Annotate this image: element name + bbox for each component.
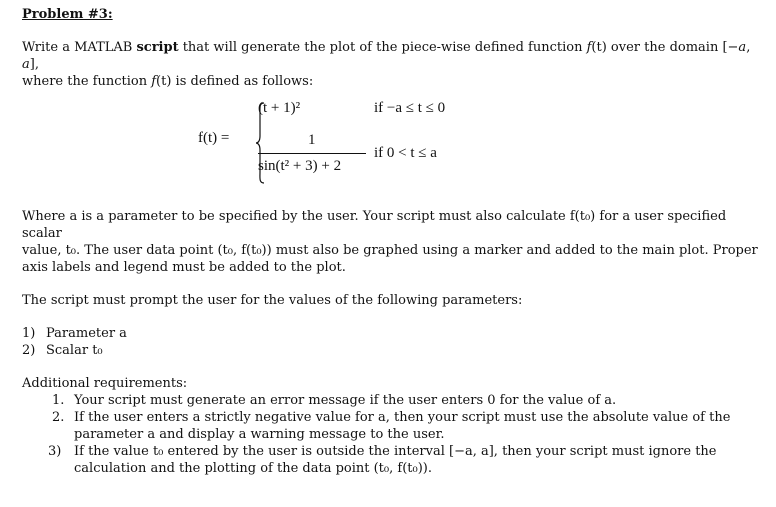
formula-numerator: 1 <box>308 132 316 148</box>
list-item <box>22 325 762 342</box>
parameter-list <box>22 325 762 359</box>
formula-case1-expression: (t + 1)² <box>258 100 301 116</box>
where-line: Where a is a parameter to be specified by the user. Your script must also calculate f(t₀) for a user specified scalar <box>22 209 727 241</box>
intro-text: that will generate the plot of the piece-wise defined function <box>178 40 587 55</box>
list-item-text: Your script must generate an error message if the user enters 0 for the value of a. <box>74 393 617 408</box>
list-item-text: If the value t₀ entered by the user is outside the interval [−a, a], then your script must ignore the <box>74 444 717 459</box>
list-item-text: calculation and the plotting of the data point (t₀, f(t₀)). <box>74 461 432 476</box>
list-item-text: parameter a and display a warning message to the user. <box>74 427 445 442</box>
intro-text: over the domain [− <box>606 40 739 55</box>
formula-condition-1: if −a ≤ t ≤ 0 <box>374 100 446 116</box>
prompt-paragraph: The script must prompt the user for the values of the following parameters: <box>22 293 523 308</box>
list-item <box>22 443 762 477</box>
intro-text: ], <box>29 57 39 72</box>
fraction-bar <box>258 153 366 154</box>
list-item-text: Parameter a <box>46 326 127 341</box>
intro-t-arg: (t) <box>591 40 607 55</box>
intro-a-symbol: a <box>22 57 30 72</box>
list-marker: 1. <box>52 393 65 408</box>
list-item-text: If the user enters a strictly negative value for a, then your script must use the absolute value of the <box>74 410 731 425</box>
additional-heading: Additional requirements: <box>22 376 188 391</box>
problem-heading: Problem #3: <box>22 7 113 22</box>
intro-sep: , <box>746 40 751 55</box>
list-marker: 2) <box>22 343 36 358</box>
document-page <box>22 6 762 477</box>
requirements-list <box>22 392 762 477</box>
piecewise-formula <box>22 100 762 192</box>
where-paragraph <box>22 208 762 276</box>
list-marker: 3) <box>48 444 62 459</box>
intro-f-symbol: f <box>151 74 157 89</box>
list-item <box>22 392 762 409</box>
list-marker: 1) <box>22 326 36 341</box>
intro-script-word: script <box>136 40 179 55</box>
intro-text: Write a MATLAB <box>22 40 137 55</box>
formula-condition-2: if 0 < t ≤ a <box>374 145 437 161</box>
where-line: axis labels and legend must be added to the plot. <box>22 260 346 275</box>
intro-a-symbol: a <box>738 40 747 55</box>
intro-text: where the function <box>22 74 152 89</box>
formula-lhs: f(t) = <box>198 130 230 146</box>
list-item-text: Scalar t₀ <box>46 343 103 358</box>
intro-text: is defined as follows: <box>171 74 314 89</box>
list-item <box>22 342 762 359</box>
list-item <box>22 409 762 443</box>
list-marker: 2. <box>52 410 65 425</box>
formula-denominator: sin(t² + 3) + 2 <box>258 158 342 174</box>
intro-t-arg: (t) <box>156 74 172 89</box>
where-line: value, t₀. The user data point (t₀, f(t₀)) must also be graphed using a marker and added to the main plot. Proper <box>22 243 758 258</box>
intro-f-symbol: f <box>586 40 592 55</box>
intro-paragraph <box>22 39 762 90</box>
